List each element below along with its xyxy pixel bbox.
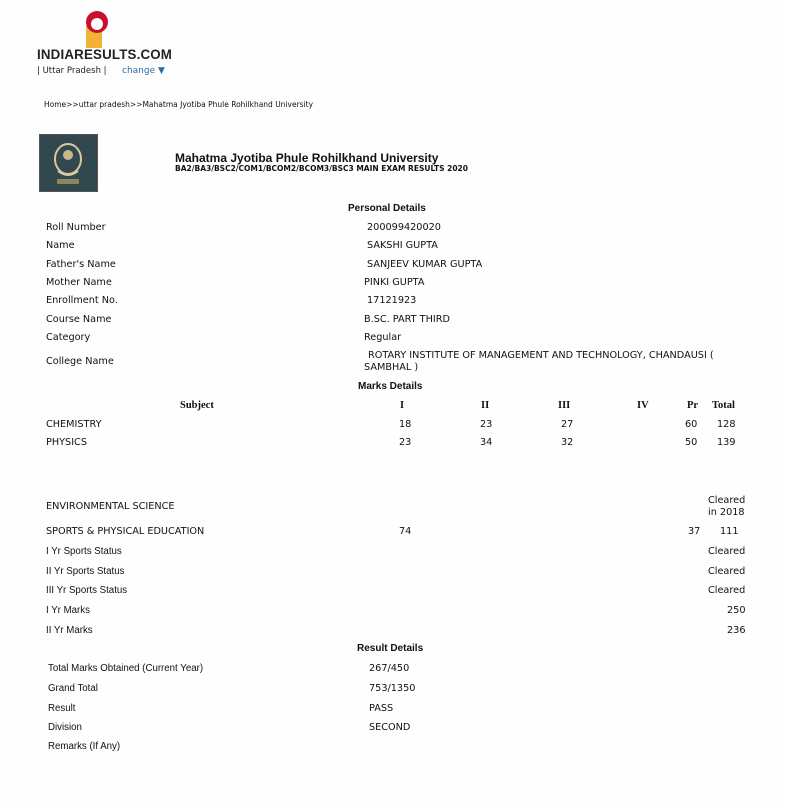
subject-total: 128	[717, 419, 736, 430]
subject-practical: 60	[685, 419, 698, 430]
col-practical: Pr	[687, 400, 699, 411]
roll-number-value: 200099420020	[367, 222, 441, 233]
state-label: | Uttar Pradesh |	[37, 66, 107, 76]
category-value: Regular	[364, 332, 402, 343]
course-name-label: Course Name	[46, 314, 112, 325]
env-science-name: ENVIRONMENTAL SCIENCE	[46, 501, 175, 512]
remarks-label: Remarks (If Any)	[48, 741, 121, 752]
year-2-marks-label: II Yr Marks	[46, 625, 93, 636]
result-value: PASS	[369, 703, 394, 714]
sports-status-2-label: II Yr Sports Status	[46, 566, 125, 577]
sports-status-3-value: Cleared	[708, 585, 746, 596]
subject-paper-1: 18	[399, 419, 412, 430]
subject-total: 139	[717, 437, 736, 448]
marks-details-heading: Marks Details	[358, 381, 423, 392]
sports-name: SPORTS & PHYSICAL EDUCATION	[46, 526, 205, 537]
sports-practical: 37	[688, 526, 701, 537]
grand-total-value: 753/1350	[369, 683, 416, 694]
subject-paper-3: 27	[561, 419, 574, 430]
env-science-status-line2: in 2018	[708, 507, 745, 518]
year-1-marks-value: 250	[727, 605, 746, 616]
college-name-value-line1: ROTARY INSTITUTE OF MANAGEMENT AND TECHNOLOGY, CHANDAUSI (	[368, 350, 714, 361]
subject-name: PHYSICS	[46, 437, 87, 448]
result-details-heading: Result Details	[357, 643, 424, 654]
col-total: Total	[712, 400, 735, 411]
breadcrumb[interactable]: Home>>uttar pradesh>>Mahatma Jyotiba Phule Rohilkhand University	[44, 100, 314, 109]
university-crest-icon	[39, 134, 98, 192]
mother-name-label: Mother Name	[46, 277, 112, 288]
total-marks-value: 267/450	[369, 663, 410, 674]
env-science-status-line1: Cleared	[708, 495, 746, 506]
indiaresults-logo-icon	[84, 8, 114, 50]
year-1-marks-label: I Yr Marks	[46, 605, 90, 616]
grand-total-label: Grand Total	[48, 683, 98, 694]
col-paper-1: I	[400, 400, 405, 411]
site-logo-text[interactable]: INDIARESULTS.COM	[37, 46, 173, 62]
subject-paper-2: 23	[480, 419, 493, 430]
year-2-marks-value: 236	[727, 625, 746, 636]
sports-status-3-label: III Yr Sports Status	[46, 585, 128, 596]
name-value: SAKSHI GUPTA	[367, 240, 438, 251]
mother-name-value: PINKI GUPTA	[364, 277, 425, 288]
roll-number-label: Roll Number	[46, 222, 106, 233]
exam-title: BA2/BA3/BSC2/COM1/BCOM2/BCOM3/BSC3 MAIN EXAM RESULTS 2020	[175, 164, 468, 173]
col-paper-3: III	[558, 400, 571, 411]
category-label: Category	[46, 332, 91, 343]
subject-name: CHEMISTRY	[46, 419, 102, 430]
father-name-label: Father's Name	[46, 259, 116, 270]
sports-status-2-value: Cleared	[708, 566, 746, 577]
division-label: Division	[48, 722, 82, 733]
course-name-value: B.SC. PART THIRD	[364, 314, 450, 325]
result-label: Result	[48, 703, 76, 714]
sports-status-1-label: I Yr Sports Status	[46, 546, 122, 557]
college-name-value-line2: SAMBHAL )	[364, 362, 419, 373]
college-name-label: College Name	[46, 356, 114, 367]
col-subject: Subject	[180, 400, 214, 411]
enrollment-label: Enrollment No.	[46, 295, 118, 306]
subject-practical: 50	[685, 437, 698, 448]
change-state-link[interactable]: change ▼	[122, 66, 165, 76]
sports-total: 111	[720, 526, 739, 537]
enrollment-value: 17121923	[367, 295, 417, 306]
sports-status-1-value: Cleared	[708, 546, 746, 557]
subject-paper-1: 23	[399, 437, 412, 448]
university-name: Mahatma Jyotiba Phule Rohilkhand University	[175, 151, 439, 165]
subject-paper-2: 34	[480, 437, 493, 448]
total-marks-label: Total Marks Obtained (Current Year)	[48, 663, 204, 674]
personal-details-heading: Personal Details	[348, 203, 426, 214]
col-paper-4: IV	[637, 400, 649, 411]
subject-paper-3: 32	[561, 437, 574, 448]
col-paper-2: II	[481, 400, 490, 411]
name-label: Name	[46, 240, 75, 251]
sports-paper-1: 74	[399, 526, 412, 537]
division-value: SECOND	[369, 722, 411, 733]
father-name-value: SANJEEV KUMAR GUPTA	[367, 259, 483, 270]
